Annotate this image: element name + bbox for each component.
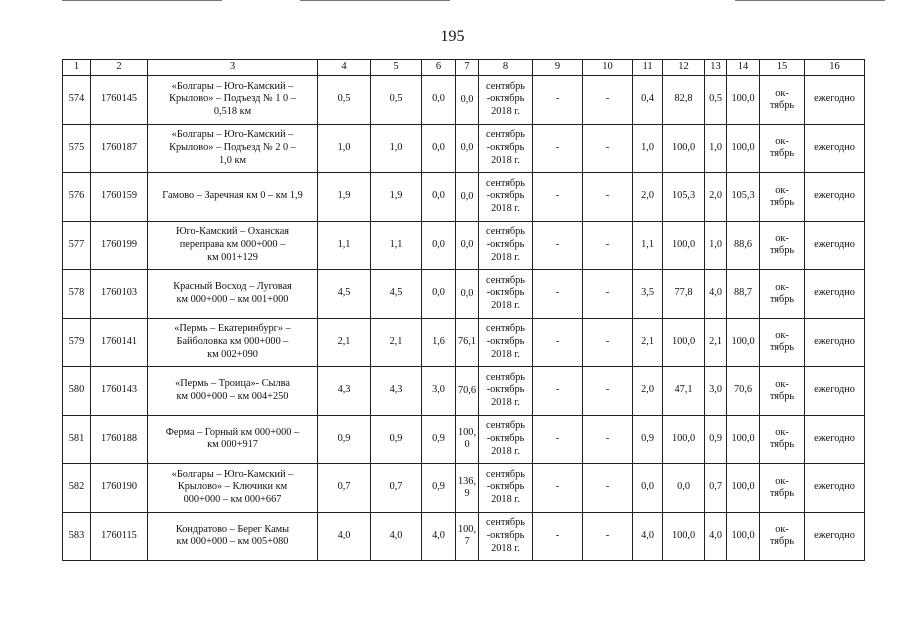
value-col-5: 4,5 [371,270,422,319]
road-name [148,221,318,270]
column-header: 4 [318,60,371,76]
value-col-7-line: 76,1 [458,336,477,348]
table-row [63,415,865,464]
road-name-line: Крылово» – Подъезд № 1 0 – [169,93,296,105]
frequency-cell: ежегодно [805,173,865,222]
road-name [148,76,318,125]
value-col-7-line: 0,0 [460,190,474,202]
value-col-7 [456,415,479,464]
value-col-11: 4,0 [633,512,663,561]
month-cell [760,270,805,319]
month-cell-line: тябрь [769,196,795,208]
top-rule-middle [300,0,450,1]
value-col-7 [456,76,479,125]
value-col-4: 0,7 [318,464,371,513]
top-rule-right [735,0,885,1]
road-name-line: км 000+000 – км 004+250 [176,390,289,402]
road-name-line: «Пермь – Троица»- Сылва [175,378,290,390]
period-cell-line: -октябрь [486,141,525,153]
column-header: 5 [371,60,422,76]
month-cell-line: ок- [775,427,789,439]
table-row [63,512,865,561]
value-col-13: 1,0 [705,221,727,270]
value-col-10: - [583,76,633,125]
road-name [148,173,318,222]
value-col-12: 100,0 [663,124,705,173]
month-cell-line: ок- [775,281,789,293]
road-code: 1760103 [91,270,148,319]
month-cell-line: тябрь [769,536,795,548]
road-name-line: км 000+000 – км 005+080 [176,536,289,548]
road-code: 1760143 [91,367,148,416]
value-col-10: - [583,173,633,222]
column-header: 3 [148,60,318,76]
value-col-7-line: 0 [464,439,470,451]
value-col-9: - [533,76,583,125]
month-cell [760,318,805,367]
period-cell [479,124,533,173]
value-col-7 [456,318,479,367]
period-cell-line: -октябрь [486,93,525,105]
road-name [148,512,318,561]
table-row [63,270,865,319]
column-header: 6 [422,60,456,76]
page-number: 195 [440,28,465,45]
row-number: 582 [63,464,91,513]
month-cell-line: ок- [775,475,789,487]
month-cell-line: тябрь [769,439,795,451]
value-col-4: 1,0 [318,124,371,173]
value-col-13: 2,0 [705,173,727,222]
value-col-4: 4,0 [318,512,371,561]
road-name-line: «Болгары – Юго-Камский – [171,468,294,480]
value-col-11: 1,0 [633,124,663,173]
row-number: 577 [63,221,91,270]
value-col-6: 0,9 [422,415,456,464]
month-cell [760,173,805,222]
month-cell-line: ок- [775,184,789,196]
month-cell-line: ок- [775,87,789,99]
month-cell-line: тябрь [769,487,795,499]
top-rule-left [62,0,222,1]
value-col-12: 105,3 [663,173,705,222]
period-cell-line: сентябрь [486,420,526,432]
value-col-10: - [583,415,633,464]
period-cell [479,173,533,222]
road-code: 1760145 [91,76,148,125]
period-cell-line: сентябрь [486,226,526,238]
period-cell [479,318,533,367]
road-name-line: переправа км 000+000 – [179,238,286,250]
road-name-line: 0,518 км [213,106,252,118]
period-cell-line: -октябрь [486,481,525,493]
value-col-14: 88,7 [727,270,760,319]
frequency-cell: ежегодно [805,221,865,270]
month-cell [760,415,805,464]
period-cell-line: сентябрь [486,177,526,189]
period-cell-line: -октябрь [486,384,525,396]
value-col-9: - [533,367,583,416]
row-number: 583 [63,512,91,561]
period-cell [479,415,533,464]
value-col-7 [456,124,479,173]
value-col-10: - [583,512,633,561]
value-col-7-line: 70,6 [458,384,477,396]
period-cell-line: 2018 г. [491,397,520,409]
period-cell-line: сентябрь [486,371,526,383]
value-col-7-line: 7 [464,536,470,548]
value-col-9: - [533,318,583,367]
road-name [148,367,318,416]
value-col-4: 4,3 [318,367,371,416]
period-cell-line: -октябрь [486,287,525,299]
road-code: 1760188 [91,415,148,464]
frequency-cell: ежегодно [805,367,865,416]
month-cell [760,76,805,125]
road-name-line: км 000+917 [207,439,258,451]
value-col-11: 2,1 [633,318,663,367]
frequency-cell: ежегодно [805,270,865,319]
value-col-7 [456,221,479,270]
value-col-5: 0,5 [371,76,422,125]
column-header: 11 [633,60,663,76]
value-col-7-line: 0,0 [460,93,474,105]
value-col-13: 3,0 [705,367,727,416]
month-cell-line: тябрь [769,293,795,305]
value-col-14: 100,0 [727,76,760,125]
period-cell-line: 2018 г. [491,251,520,263]
road-name-line: 000+000 – км 000+667 [183,494,282,506]
value-col-12: 0,0 [663,464,705,513]
value-col-6: 0,0 [422,76,456,125]
value-col-5: 0,9 [371,415,422,464]
value-col-4: 4,5 [318,270,371,319]
road-name-line: Крылово» – Ключики км [177,481,288,493]
value-col-9: - [533,173,583,222]
value-col-6: 0,0 [422,173,456,222]
value-col-13: 0,7 [705,464,727,513]
road-code: 1760190 [91,464,148,513]
month-cell-line: ок- [775,330,789,342]
value-col-6: 1,6 [422,318,456,367]
value-col-7-line: 0,0 [460,287,474,299]
period-cell [479,367,533,416]
column-header: 7 [456,60,479,76]
value-col-4: 1,9 [318,173,371,222]
value-col-6: 4,0 [422,512,456,561]
value-col-14: 100,0 [727,415,760,464]
road-name-line: «Болгары – Юго-Камский – [171,129,294,141]
road-name-line: Красный Восход – Луговая [173,281,292,293]
road-name-line: км 002+090 [207,348,258,360]
value-col-10: - [583,367,633,416]
table-row [63,76,865,125]
value-col-14: 100,0 [727,512,760,561]
frequency-cell: ежегодно [805,318,865,367]
value-col-4: 0,5 [318,76,371,125]
row-number: 576 [63,173,91,222]
period-cell [479,512,533,561]
month-cell-line: ок- [775,136,789,148]
month-cell [760,124,805,173]
road-code: 1760115 [91,512,148,561]
value-col-9: - [533,124,583,173]
period-cell-line: 2018 г. [491,542,520,554]
value-col-11: 0,0 [633,464,663,513]
value-col-7 [456,367,479,416]
road-name-line: Байболовка км 000+000 – [176,335,289,347]
frequency-cell: ежегодно [805,512,865,561]
table-row [63,173,865,222]
period-cell-line: 2018 г. [491,445,520,457]
value-col-14: 100,0 [727,464,760,513]
value-col-9: - [533,464,583,513]
value-col-11: 3,5 [633,270,663,319]
month-cell-line: тябрь [769,390,795,402]
column-header: 13 [705,60,727,76]
table-header-row [63,60,865,76]
value-col-6: 0,0 [422,270,456,319]
value-col-10: - [583,221,633,270]
column-header: 14 [727,60,760,76]
value-col-7-line: 0,0 [460,239,474,251]
value-col-7 [456,512,479,561]
period-cell-line: 2018 г. [491,494,520,506]
value-col-12: 82,8 [663,76,705,125]
month-cell [760,512,805,561]
period-cell [479,464,533,513]
period-cell-line: сентябрь [486,274,526,286]
value-col-6: 3,0 [422,367,456,416]
frequency-cell: ежегодно [805,415,865,464]
road-name-line: км 001+129 [207,251,258,263]
month-cell-line: тябрь [769,342,795,354]
road-name-line: 1,0 км [219,154,246,166]
value-col-7 [456,270,479,319]
road-name-line: Крылово» – Подъезд № 2 0 – [169,141,296,153]
road-name-line: Юго-Камский – Оханская [175,226,290,238]
value-col-11: 1,1 [633,221,663,270]
value-col-9: - [533,415,583,464]
road-name-line: Ферма – Горный км 000+000 – [165,426,300,438]
value-col-12: 47,1 [663,367,705,416]
value-col-5: 4,3 [371,367,422,416]
value-col-7 [456,464,479,513]
value-col-14: 100,0 [727,124,760,173]
value-col-10: - [583,464,633,513]
value-col-13: 2,1 [705,318,727,367]
road-name-line: Гамово – Заречная км 0 – км 1,9 [162,190,303,202]
frequency-cell: ежегодно [805,76,865,125]
table-row [63,318,865,367]
value-col-5: 1,0 [371,124,422,173]
period-cell-line: 2018 г. [491,106,520,118]
period-cell-line: 2018 г. [491,348,520,360]
period-cell-line: сентябрь [486,129,526,141]
column-header: 15 [760,60,805,76]
month-cell-line: тябрь [769,148,795,160]
road-name [148,124,318,173]
value-col-7-line: 0,0 [460,142,474,154]
road-code: 1760199 [91,221,148,270]
value-col-5: 1,1 [371,221,422,270]
value-col-14: 100,0 [727,318,760,367]
row-number: 578 [63,270,91,319]
value-col-5: 0,7 [371,464,422,513]
period-cell-line: -октябрь [486,432,525,444]
value-col-5: 2,1 [371,318,422,367]
value-col-13: 0,9 [705,415,727,464]
month-cell-line: тябрь [769,245,795,257]
value-col-9: - [533,221,583,270]
column-header: 12 [663,60,705,76]
value-col-12: 100,0 [663,221,705,270]
column-header: 16 [805,60,865,76]
row-number: 580 [63,367,91,416]
value-col-7 [456,173,479,222]
month-cell-line: ок- [775,524,789,536]
period-cell-line: сентябрь [486,468,526,480]
month-cell-line: ок- [775,233,789,245]
period-cell [479,221,533,270]
month-cell [760,221,805,270]
road-name [148,318,318,367]
road-name [148,270,318,319]
road-name-line: «Болгары – Юго-Камский – [171,80,294,92]
value-col-11: 0,4 [633,76,663,125]
row-number: 575 [63,124,91,173]
month-cell-line: ок- [775,378,789,390]
period-cell-line: -октябрь [486,335,525,347]
month-cell [760,464,805,513]
row-number: 581 [63,415,91,464]
frequency-cell: ежегодно [805,124,865,173]
month-cell-line: тябрь [769,99,795,111]
frequency-cell: ежегодно [805,464,865,513]
value-col-9: - [533,512,583,561]
road-code: 1760141 [91,318,148,367]
value-col-12: 100,0 [663,415,705,464]
period-cell-line: -октябрь [486,238,525,250]
road-inspection-table [62,59,865,561]
value-col-5: 4,0 [371,512,422,561]
value-col-13: 4,0 [705,270,727,319]
value-col-11: 2,0 [633,367,663,416]
column-header: 8 [479,60,533,76]
period-cell-line: 2018 г. [491,300,520,312]
table-row [63,221,865,270]
value-col-11: 2,0 [633,173,663,222]
value-col-7-line: 100, [458,427,477,439]
column-header: 9 [533,60,583,76]
value-col-12: 77,8 [663,270,705,319]
period-cell [479,76,533,125]
column-header: 2 [91,60,148,76]
value-col-10: - [583,318,633,367]
value-col-12: 100,0 [663,512,705,561]
period-cell-line: -октябрь [486,190,525,202]
column-header: 1 [63,60,91,76]
value-col-4: 0,9 [318,415,371,464]
road-name-line: «Пермь – Екатеринбург» – [174,323,291,335]
column-header: 10 [583,60,633,76]
period-cell-line: сентябрь [486,517,526,529]
value-col-10: - [583,270,633,319]
period-cell-line: -октябрь [486,529,525,541]
value-col-12: 100,0 [663,318,705,367]
row-number: 574 [63,76,91,125]
value-col-7-line: 100, [458,524,477,536]
period-cell-line: сентябрь [486,323,526,335]
road-code: 1760159 [91,173,148,222]
value-col-14: 88,6 [727,221,760,270]
value-col-4: 1,1 [318,221,371,270]
value-col-14: 70,6 [727,367,760,416]
value-col-13: 1,0 [705,124,727,173]
value-col-5: 1,9 [371,173,422,222]
period-cell-line: сентябрь [486,80,526,92]
road-name-line: км 000+000 – км 001+000 [176,293,289,305]
road-name [148,464,318,513]
table-row [63,464,865,513]
road-name-line: Кондратово – Берег Камы [175,523,290,535]
value-col-7-line: 9 [464,487,470,499]
value-col-9: - [533,270,583,319]
value-col-11: 0,9 [633,415,663,464]
month-cell [760,367,805,416]
value-col-6: 0,0 [422,124,456,173]
value-col-6: 0,0 [422,221,456,270]
period-cell-line: 2018 г. [491,154,520,166]
value-col-6: 0,9 [422,464,456,513]
value-col-7-line: 136, [458,475,477,487]
road-name [148,415,318,464]
row-number: 579 [63,318,91,367]
value-col-4: 2,1 [318,318,371,367]
value-col-10: - [583,124,633,173]
value-col-14: 105,3 [727,173,760,222]
table-row [63,124,865,173]
road-code: 1760187 [91,124,148,173]
period-cell [479,270,533,319]
value-col-13: 0,5 [705,76,727,125]
table-row [63,367,865,416]
value-col-13: 4,0 [705,512,727,561]
period-cell-line: 2018 г. [491,203,520,215]
